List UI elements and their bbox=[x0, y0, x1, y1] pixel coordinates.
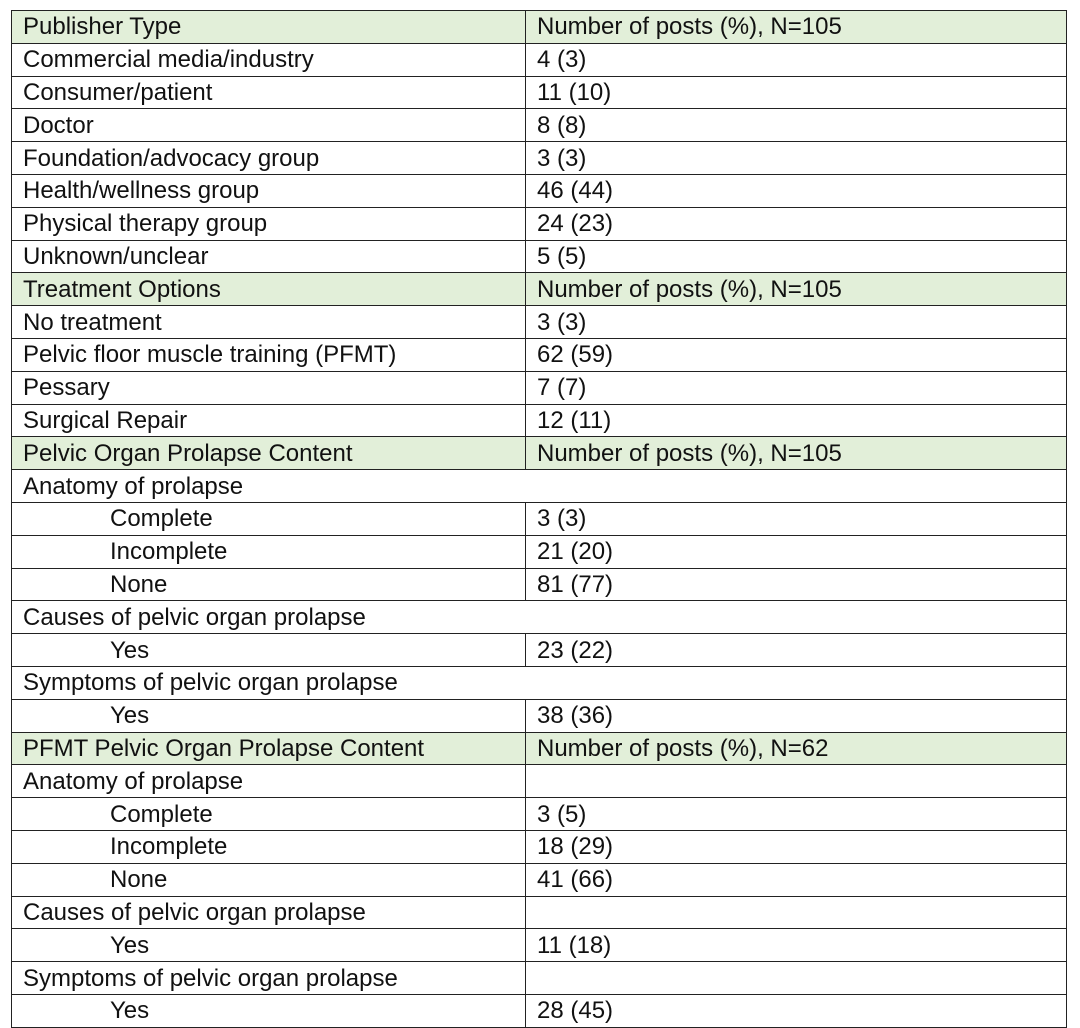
posts-table bbox=[11, 10, 1067, 1028]
row-label: None bbox=[12, 863, 526, 896]
table-row bbox=[12, 568, 1067, 601]
table-body bbox=[12, 11, 1067, 1028]
row-value: 7 (7) bbox=[526, 371, 1067, 404]
row-value: 38 (36) bbox=[526, 699, 1067, 732]
row-label: Complete bbox=[12, 502, 526, 535]
table-row bbox=[12, 994, 1067, 1027]
table-row bbox=[12, 338, 1067, 371]
row-label: Complete bbox=[12, 798, 526, 831]
table-row bbox=[12, 634, 1067, 667]
row-label: Incomplete bbox=[12, 535, 526, 568]
group-label: Symptoms of pelvic organ prolapse bbox=[12, 666, 1067, 699]
row-label: Surgical Repair bbox=[12, 404, 526, 437]
row-label: Doctor bbox=[12, 109, 526, 142]
row-label: No treatment bbox=[12, 306, 526, 339]
group-row bbox=[12, 765, 1067, 798]
row-value bbox=[526, 962, 1067, 995]
section-header-row bbox=[12, 437, 1067, 470]
row-label: Physical therapy group bbox=[12, 207, 526, 240]
group-row bbox=[12, 962, 1067, 995]
group-label: Anatomy of prolapse bbox=[12, 765, 526, 798]
table-row bbox=[12, 306, 1067, 339]
table-row bbox=[12, 863, 1067, 896]
row-label: Pessary bbox=[12, 371, 526, 404]
column-header: Number of posts (%), N=105 bbox=[526, 11, 1067, 44]
row-value: 21 (20) bbox=[526, 535, 1067, 568]
table-row bbox=[12, 798, 1067, 831]
row-value: 4 (3) bbox=[526, 43, 1067, 76]
section-header-row bbox=[12, 732, 1067, 765]
column-header: Number of posts (%), N=105 bbox=[526, 437, 1067, 470]
row-label: Consumer/patient bbox=[12, 76, 526, 109]
group-label: Causes of pelvic organ prolapse bbox=[12, 601, 1067, 634]
section-title: Treatment Options bbox=[12, 273, 526, 306]
row-value: 8 (8) bbox=[526, 109, 1067, 142]
row-label: Yes bbox=[12, 634, 526, 667]
table-row bbox=[12, 207, 1067, 240]
table-row bbox=[12, 502, 1067, 535]
section-header-row bbox=[12, 273, 1067, 306]
table-row bbox=[12, 76, 1067, 109]
row-label: Yes bbox=[12, 699, 526, 732]
row-value: 11 (10) bbox=[526, 76, 1067, 109]
row-value: 81 (77) bbox=[526, 568, 1067, 601]
column-header: Number of posts (%), N=62 bbox=[526, 732, 1067, 765]
row-label: Yes bbox=[12, 929, 526, 962]
group-row bbox=[12, 896, 1067, 929]
table-row bbox=[12, 240, 1067, 273]
column-header: Number of posts (%), N=105 bbox=[526, 273, 1067, 306]
group-row bbox=[12, 470, 1067, 503]
row-value: 11 (18) bbox=[526, 929, 1067, 962]
table-row bbox=[12, 830, 1067, 863]
row-value: 5 (5) bbox=[526, 240, 1067, 273]
row-label: Foundation/advocacy group bbox=[12, 142, 526, 175]
section-title: PFMT Pelvic Organ Prolapse Content bbox=[12, 732, 526, 765]
table-row bbox=[12, 699, 1067, 732]
row-value: 3 (3) bbox=[526, 502, 1067, 535]
row-label: Pelvic floor muscle training (PFMT) bbox=[12, 338, 526, 371]
group-label: Causes of pelvic organ prolapse bbox=[12, 896, 526, 929]
row-value: 3 (3) bbox=[526, 306, 1067, 339]
row-value: 24 (23) bbox=[526, 207, 1067, 240]
table-row bbox=[12, 142, 1067, 175]
group-label: Anatomy of prolapse bbox=[12, 470, 1067, 503]
row-value: 3 (5) bbox=[526, 798, 1067, 831]
row-value: 28 (45) bbox=[526, 994, 1067, 1027]
row-value: 41 (66) bbox=[526, 863, 1067, 896]
table-row bbox=[12, 535, 1067, 568]
group-row bbox=[12, 601, 1067, 634]
row-value: 3 (3) bbox=[526, 142, 1067, 175]
row-label: Yes bbox=[12, 994, 526, 1027]
row-label: None bbox=[12, 568, 526, 601]
table-row bbox=[12, 404, 1067, 437]
table-row bbox=[12, 109, 1067, 142]
row-value bbox=[526, 765, 1067, 798]
group-row bbox=[12, 666, 1067, 699]
section-title: Pelvic Organ Prolapse Content bbox=[12, 437, 526, 470]
table-row bbox=[12, 371, 1067, 404]
group-label: Symptoms of pelvic organ prolapse bbox=[12, 962, 526, 995]
row-label: Incomplete bbox=[12, 830, 526, 863]
row-label: Commercial media/industry bbox=[12, 43, 526, 76]
table-row bbox=[12, 174, 1067, 207]
table-row bbox=[12, 43, 1067, 76]
row-value bbox=[526, 896, 1067, 929]
row-label: Unknown/unclear bbox=[12, 240, 526, 273]
row-value: 12 (11) bbox=[526, 404, 1067, 437]
table-row bbox=[12, 929, 1067, 962]
row-value: 62 (59) bbox=[526, 338, 1067, 371]
row-label: Health/wellness group bbox=[12, 174, 526, 207]
row-value: 46 (44) bbox=[526, 174, 1067, 207]
row-value: 18 (29) bbox=[526, 830, 1067, 863]
section-title: Publisher Type bbox=[12, 11, 526, 44]
row-value: 23 (22) bbox=[526, 634, 1067, 667]
section-header-row bbox=[12, 11, 1067, 44]
